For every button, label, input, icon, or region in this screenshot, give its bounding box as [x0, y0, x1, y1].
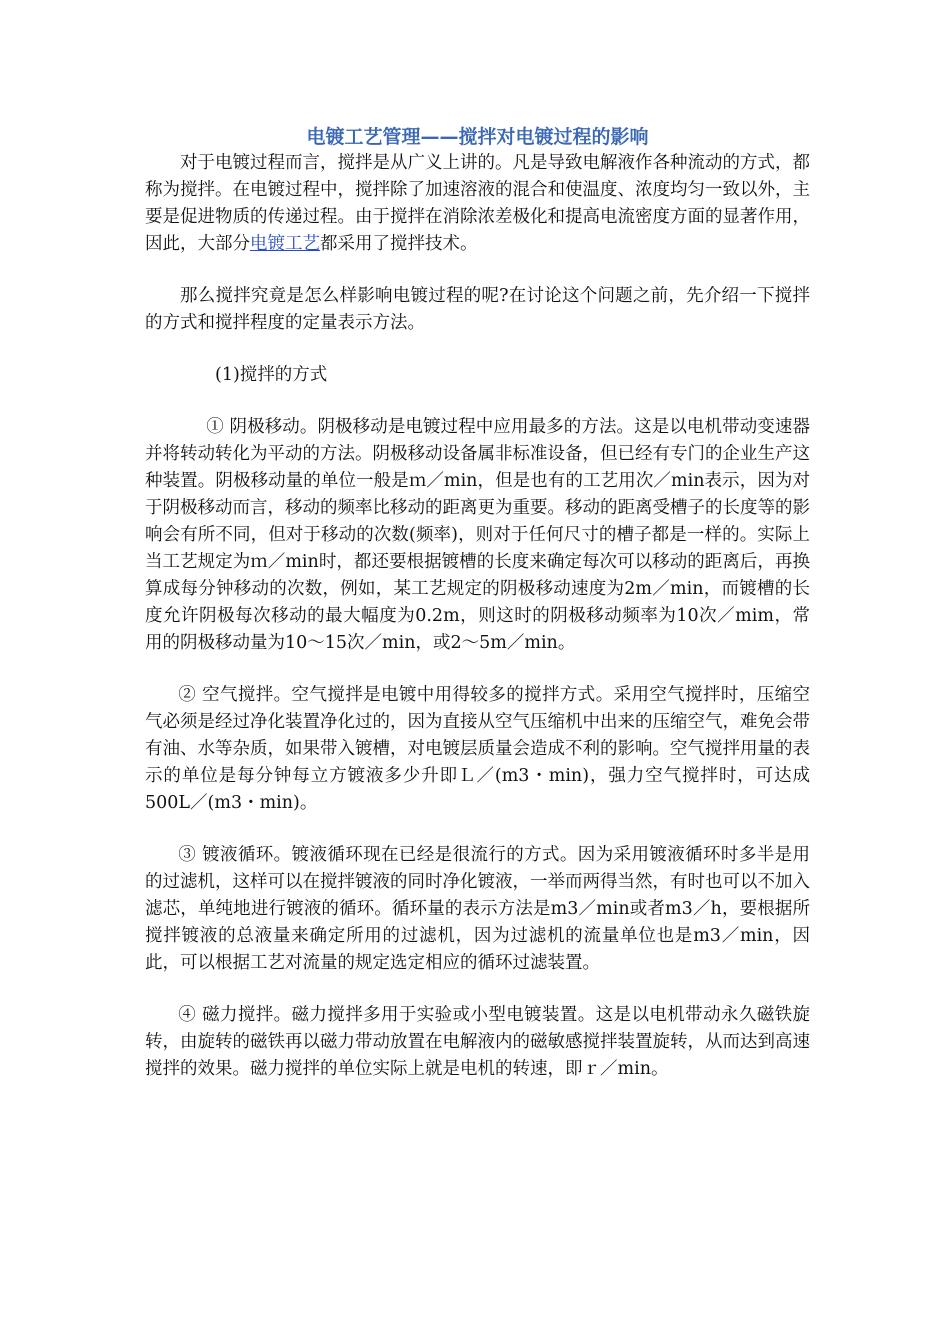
item-cathode-movement: ① 阴极移动。阴极移动是电镀过程中应用最多的方法。这是以电机带动变速器并将转动转化为平动的方法。阴极移动设备属非标准设备，但已经有专门的企业生产这种装置。阴极移动量的单位一般是ｍ／min，但是也有的工艺用次／min表示，因为对于阴极移动而言，移动的频率比移动的距离更为重要。移动的距离受槽子的长度等的影响会有所不同，但对于移动的次数(频率)，则对于任何尺寸的槽子都是一样的。实际上当工艺规定为ｍ／min时，都还要根据镀槽的长度来确定每次可以移动的距离后，再换算成每分钟移动的次数，例如，某工艺规定的阴极移动速度为2m／min，而镀槽的长度允许阴极每次移动的最大幅度为0.2m，则这时的阴极移动频率为10次／mim，常用的阴极移动量为10～15次／min，或2～5m／min。 [145, 417, 810, 653]
document-page [145, 120, 810, 1083]
intro-paragraph [145, 150, 810, 258]
question-paragraph: 那么搅拌究竟是怎么样影响电镀过程的呢?在讨论这个问题之前，先介绍一下搅拌的方式和搅拌程度的定量表示方法。 [145, 286, 810, 333]
electroplating-process-link[interactable]: 电镀工艺 [250, 234, 320, 254]
section-heading-stirring-methods: (1)搅拌的方式 [215, 365, 328, 385]
intro-text: 对于电镀过程而言，搅拌是从广义上讲的。凡是导致电解液作各种流动的方式，都称为搅拌。在电镀过程中，搅拌除了加速溶液的混合和使温度、浓度均匀一致以外，主要是促进物质的传递过程。由于搅拌在消除浓差极化和提高电流密度方面的显著作用，因此，大部分 [145, 153, 810, 254]
document-title: 电镀工艺管理——搅拌对电镀过程的影响 [306, 126, 649, 148]
item-magnetic-stirring: ④ 磁力搅拌。磁力搅拌多用于实验或小型电镀装置。这是以电机带动永久磁铁旋转，由旋转的磁铁再以磁力带动放置在电解液内的磁敏感搅拌装置旋转，从而达到高速搅拌的效果。磁力搅拌的单位实际上就是电机的转速，即ｒ／min。 [145, 1005, 810, 1079]
intro-text-end: 都采用了搅拌技术。 [320, 234, 478, 254]
item-solution-circulation: ③ 镀液循环。镀液循环现在已经是很流行的方式。因为采用镀液循环时多半是用的过滤机，这样可以在搅拌镀液的同时净化镀液，一举而两得当然，有时也可以不加入滤芯，单纯地进行镀液的循环。循环量的表示方法是m3／min或者m3／h，要根据所搅拌镀液的总液量来确定所用的过滤机，因为过滤机的流量单位也是m3／min，因此，可以根据工艺对流量的规定选定相应的循环过滤装置。 [145, 845, 810, 973]
item-air-agitation: ② 空气搅拌。空气搅拌是电镀中用得较多的搅拌方式。采用空气搅拌时，压缩空气必须是经过净化装置净化过的，因为直接从空气压缩机中出来的压缩空气，难免会带有油、水等杂质，如果带入镀槽，对电镀层质量会造成不利的影响。空气搅拌用量的表示的单位是每分钟每立方镀液多少升即Ｌ／(m3・min)，强力空气搅拌时，可达成500L／(m3・min)。 [145, 685, 810, 813]
